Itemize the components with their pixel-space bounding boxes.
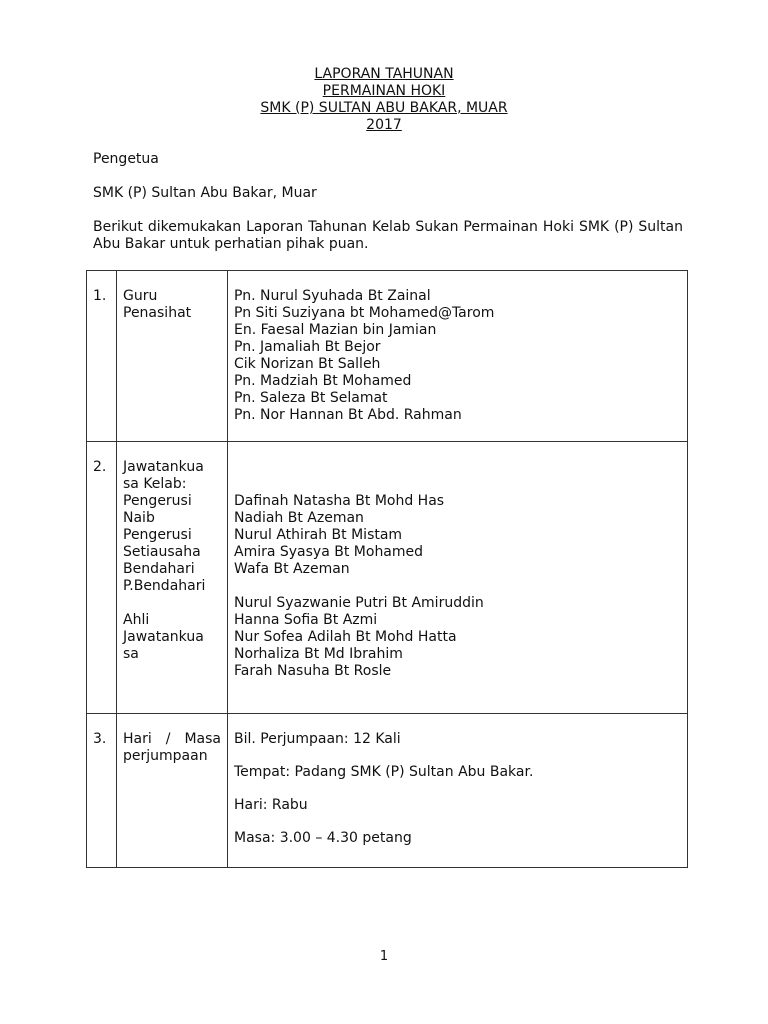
row-label: Bendahari bbox=[123, 561, 195, 577]
row-number-cell bbox=[87, 271, 117, 442]
row-label: Naib bbox=[123, 510, 155, 526]
table-row bbox=[87, 442, 688, 714]
report-table bbox=[86, 270, 688, 868]
member-name: Farah Nasuha Bt Rosle bbox=[234, 663, 392, 679]
row-label: Setiausaha bbox=[123, 544, 201, 560]
meeting-place: Tempat: Padang SMK (P) Sultan Abu Bakar. bbox=[234, 764, 534, 780]
value-gap bbox=[234, 748, 681, 764]
member-name: Norhaliza Bt Md Ibrahim bbox=[234, 646, 403, 662]
officer-name: Dafinah Natasha Bt Mohd Has bbox=[234, 493, 445, 509]
intro-paragraph: Berikut dikemukakan Laporan Tahunan Kelab Sukan Permainan Hoki SMK (P) Sultan Abu Bakar untuk perhatian pihak puan. bbox=[93, 219, 683, 252]
title-line: PERMAINAN HOKI bbox=[322, 83, 446, 99]
row-label: P.Bendahari bbox=[123, 578, 206, 594]
page-number: 1 bbox=[379, 949, 389, 964]
row-number: 3. bbox=[93, 731, 107, 747]
title-line: SMK (P) SULTAN ABU BAKAR, MUAR bbox=[260, 100, 508, 116]
value-gap bbox=[234, 781, 681, 797]
officer-name: Amira Syasya Bt Mohamed bbox=[234, 544, 424, 560]
table-row bbox=[87, 271, 688, 442]
row-label: Penasihat bbox=[123, 305, 192, 321]
label-part: Masa bbox=[184, 731, 221, 747]
advisor-name: Cik Norizan Bt Salleh bbox=[234, 356, 381, 372]
row-number: 1. bbox=[93, 288, 107, 304]
advisor-name: Pn. Jamaliah Bt Bejor bbox=[234, 339, 381, 355]
officer-name: Wafa Bt Azeman bbox=[234, 561, 350, 577]
value-spacer bbox=[234, 578, 681, 595]
value-spacer bbox=[234, 459, 681, 476]
row-label: perjumpaan bbox=[123, 748, 208, 764]
row-label: sa Kelab: bbox=[123, 476, 187, 492]
row-value-cell bbox=[228, 714, 688, 868]
row-label-cell bbox=[117, 442, 228, 714]
meeting-day: Hari: Rabu bbox=[234, 797, 308, 813]
recipient: Pengetua bbox=[93, 151, 159, 167]
officer-name: Nadiah Bt Azeman bbox=[234, 510, 364, 526]
row-number-cell bbox=[87, 714, 117, 868]
value-gap bbox=[234, 814, 681, 830]
table-row bbox=[87, 714, 688, 868]
row-label-cell bbox=[117, 271, 228, 442]
row-label: Ahli bbox=[123, 612, 150, 628]
title-line: 2017 bbox=[366, 117, 402, 133]
row-label bbox=[123, 731, 221, 748]
report-title bbox=[0, 66, 768, 134]
row-label: Guru bbox=[123, 288, 158, 304]
advisor-name: En. Faesal Mazian bin Jamian bbox=[234, 322, 437, 338]
title-line: LAPORAN TAHUNAN bbox=[314, 66, 454, 82]
member-name: Hanna Sofia Bt Azmi bbox=[234, 612, 378, 628]
row-label: Jawatankua bbox=[123, 629, 204, 645]
advisor-name: Pn. Madziah Bt Mohamed bbox=[234, 373, 412, 389]
value-spacer bbox=[234, 476, 681, 493]
label-separator: / bbox=[165, 731, 171, 747]
advisor-name: Pn. Saleza Bt Selamat bbox=[234, 390, 388, 406]
school-name: SMK (P) Sultan Abu Bakar, Muar bbox=[93, 185, 317, 201]
officer-name: Nurul Athirah Bt Mistam bbox=[234, 527, 403, 543]
advisor-name: Pn Siti Suziyana bt Mohamed@Tarom bbox=[234, 305, 495, 321]
row-label: sa bbox=[123, 646, 139, 662]
advisor-name: Pn. Nor Hannan Bt Abd. Rahman bbox=[234, 407, 462, 423]
row-label-cell bbox=[117, 714, 228, 868]
advisor-name: Pn. Nurul Syuhada Bt Zainal bbox=[234, 288, 431, 304]
row-label: Pengerusi bbox=[123, 493, 192, 509]
meeting-count: Bil. Perjumpaan: 12 Kali bbox=[234, 731, 401, 747]
member-name: Nurul Syazwanie Putri Bt Amiruddin bbox=[234, 595, 484, 611]
row-value-cell bbox=[228, 442, 688, 714]
row-number-cell bbox=[87, 442, 117, 714]
row-value-cell bbox=[228, 271, 688, 442]
member-name: Nur Sofea Adilah Bt Mohd Hatta bbox=[234, 629, 457, 645]
meeting-time: Masa: 3.00 – 4.30 petang bbox=[234, 830, 412, 846]
label-spacer bbox=[123, 595, 221, 612]
row-label: Jawatankua bbox=[123, 459, 204, 475]
label-part: Hari bbox=[123, 731, 152, 747]
row-label: Pengerusi bbox=[123, 527, 192, 543]
row-number: 2. bbox=[93, 459, 107, 475]
